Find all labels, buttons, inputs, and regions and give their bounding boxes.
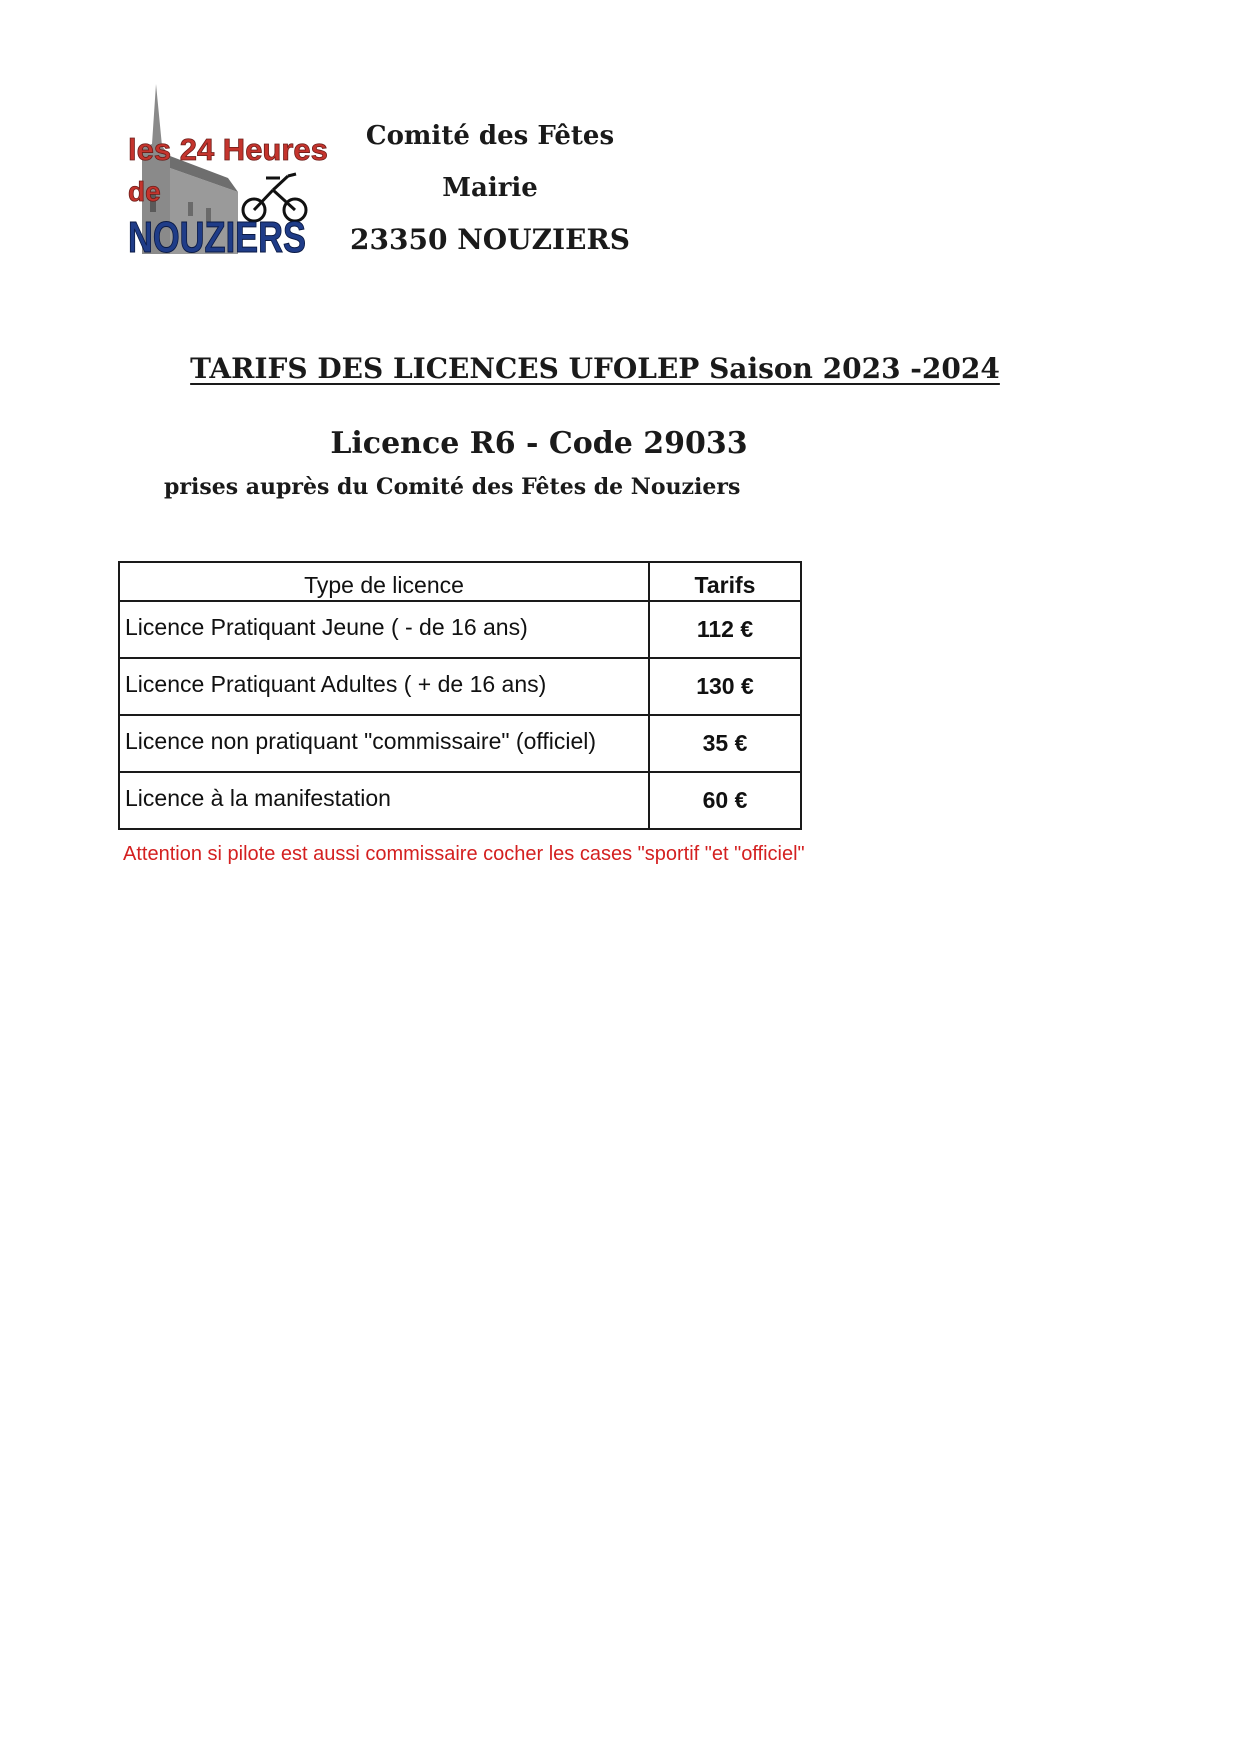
table-row [119,658,801,715]
table-header-row [119,562,801,601]
licence-price-cell: 60 € [649,772,801,829]
page-title [0,352,1190,385]
page-title-text: TARIFS DES LICENCES UFOLEP Saison 2023 -2024 [190,352,1000,385]
licence-price-cell: 112 € [649,601,801,658]
logo [128,84,328,269]
organization-address: 23350 NOUZIERS [350,223,630,256]
logo-text-line2: de [128,176,161,207]
organization-header [340,110,640,266]
licence-type-cell: Licence non pratiquant "commissaire" (officiel) [119,715,649,772]
table-row [119,601,801,658]
column-header-tarifs: Tarifs [649,562,801,601]
licence-price-cell: 35 € [649,715,801,772]
licence-type-cell: Licence Pratiquant Adultes ( + de 16 ans) [119,658,649,715]
logo-graphic [128,84,328,269]
warning-note: Attention si pilote est aussi commissaire cocher les cases "sportif "et "officiel" [123,843,805,865]
tarifs-table [118,561,802,830]
table-row [119,715,801,772]
table-row [119,772,801,829]
licence-type-cell: Licence Pratiquant Jeune ( - de 16 ans) [119,601,649,658]
licence-type-cell: Licence à la manifestation [119,772,649,829]
organization-name: Comité des Fêtes [365,121,615,151]
licence-price-cell: 130 € [649,658,801,715]
column-header-type: Type de licence [119,562,649,601]
licence-subtitle: Licence R6 - Code 29033 [330,426,748,461]
logo-text-line1: les 24 Heures [128,132,328,167]
logo-text-line3: NOUZIERS [128,213,306,262]
licence-subnote: prises auprès du Comité des Fêtes de Nouziers [164,474,741,500]
organization-mairie: Mairie [442,173,538,203]
